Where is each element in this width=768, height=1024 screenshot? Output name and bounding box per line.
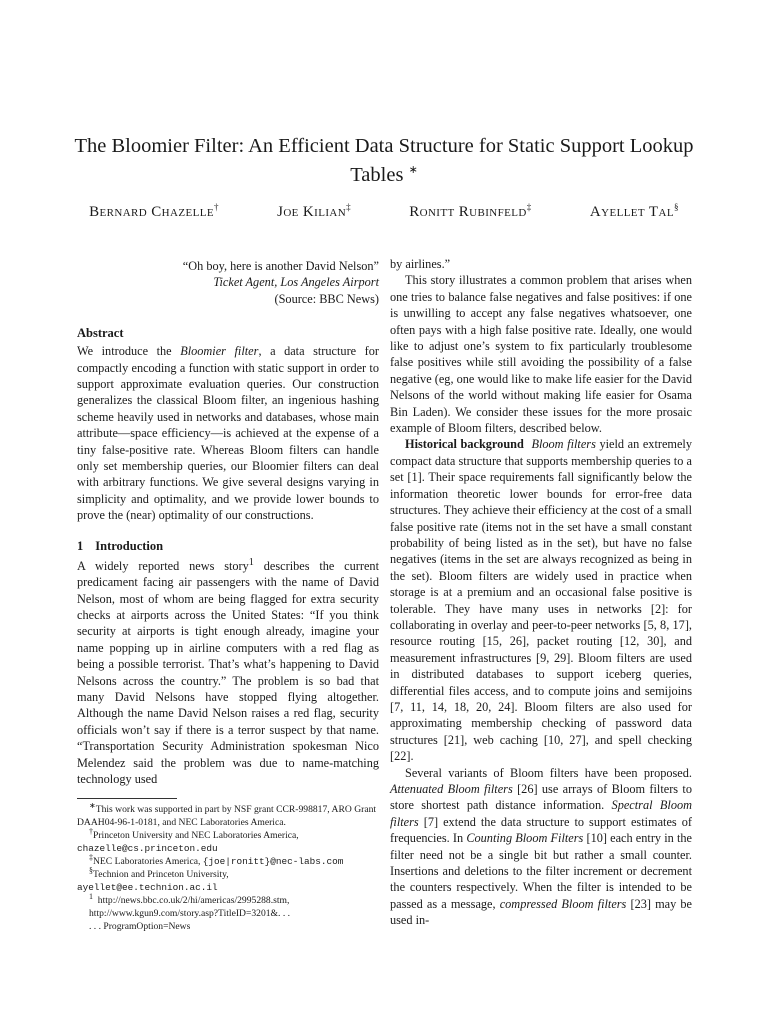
footnote-rule (77, 798, 177, 799)
variant-term: Counting Bloom Filters (466, 831, 584, 846)
author-name: Joe Kilian (277, 204, 347, 220)
author-name: Ronitt Rubinfeld (409, 204, 527, 220)
right-column (390, 256, 692, 929)
footnote-text: . . . ProgramOption=News (89, 921, 191, 932)
footnote (77, 800, 379, 829)
footnote (77, 852, 379, 868)
variants-text: [7] extend the data structure to support estimates of frequencies. In (390, 814, 692, 846)
footnote-text: NEC Laboratories America, (93, 856, 203, 867)
footnote (77, 865, 379, 881)
footnote-link[interactable]: http://news.bbc.co.uk/2/hi/americas/2995288.stm, (97, 895, 290, 906)
intro-paragraph: This story illustrates a common problem that arises when one tries to balance false negatives and false positives: if one is unwilling to accept any false negatives whatsoever, one often pays with a high false positive rate. Ideally, one would like to adjust one’s system to fix particularly troublesome false positives while still avoiding the possibility of a false negative (eg, one would like to make life easier for the David Nelsons of the world without making life easier for Osama Bin Laden). We consider these issues for the more prosaic example of Bloom filters, described below. (390, 273, 692, 436)
author-name: Ayellet Tal (589, 204, 674, 220)
intro-text: describes the current predicament facing air passengers with the name of David Nelson, most of whom are being flagged for extra security checks at airports across the United States: “If you think security at airports is tight enough already, imagine your name popping up in airline computers with a red flag as being a possible terrorist. That’s what’s happening to David Nelsons across the country.” The problem is so bad that many David Nelsons have stopped flying altogether. Although the name David Nelson raises a red flag, security officials won’t say if there is a terror suspect by that name. “Transportation Security Administration spokesman Nico Melendez said the problem was due to name-matching technology used (77, 558, 379, 786)
footnote (77, 826, 379, 842)
paragraph-heading: Historical background (405, 437, 524, 452)
author (89, 204, 219, 221)
section-number: 1 (77, 538, 84, 553)
footnote-text: This work was supported in part by NSF grant CCR-998817, ARO Grant DAAH04-96-1-0181, and NEC Laboratories America. (77, 804, 377, 828)
variant-term: Spectral Bloom filters (390, 798, 692, 829)
abstract-body (77, 343, 379, 523)
author-mark: § (673, 202, 679, 212)
title-footnote-mark: ∗ (408, 164, 418, 177)
footnote-text: Princeton University and NEC Laboratories America, (93, 830, 299, 841)
variants-paragraph (390, 765, 692, 929)
footnote-link[interactable]: http://www.kgun9.com/story.asp?TitleID=3201&. . . (89, 908, 291, 919)
footnote-email: ayellet@ee.technion.ac.il (77, 882, 218, 893)
footnote-text: Technion and Princeton University, (93, 869, 229, 880)
footnote-mark: ∗ (89, 800, 96, 810)
abstract-text: , a data structure for compactly encoding a function with static support in order to support approximate evaluation queries. Our construction generalizes the classical Bloom filter, an ingenious hashing scheme heavily used in networks and databases, whose main attribute—space efficiency—is achieved at the expense of a tiny false-positive rate. Whereas Bloom filters can handle only set membership queries, our Bloomier filters can deal with arbitrary functions. We give several designs varying in simplicity and optimality, and we provide lower bounds to prove the (near) optimality of our constructions. (77, 344, 380, 523)
author-mark: † (213, 202, 219, 212)
abstract-text: We introduce the (77, 344, 181, 359)
variant-term: compressed Bloom filters (499, 896, 627, 911)
section-title: Introduction (95, 538, 164, 553)
variant-term: Attenuated Bloom filters (390, 782, 513, 796)
author-list (60, 204, 708, 221)
abstract-term: Bloomier filter (180, 344, 259, 359)
footnote-mark: ‡ (89, 852, 93, 862)
historical-term: Bloom filters (531, 437, 596, 452)
intro-continuation: by airlines.” (390, 257, 451, 271)
epigraph (77, 258, 379, 307)
abstract-heading: Abstract (77, 326, 124, 341)
variants-text: [10] each entry in the filter need not be a single bit but rather a small counter. Insertions and deletions to the filter increment or decrement the counters respectively. When the filter is intended to be passed as a message, (390, 831, 692, 911)
paper-title (60, 132, 708, 190)
footnote-ref: 1 (248, 556, 254, 568)
author-mark: ‡ (526, 202, 532, 212)
footnote-email: chazelle@cs.princeton.edu (77, 843, 218, 854)
intro-paragraph (77, 558, 379, 788)
epigraph-cite: (Source: BBC News) (274, 291, 379, 306)
title-text: The Bloomier Filter: An Efficient Data Structure for Static Support Lookup Tables (74, 135, 694, 186)
left-column (77, 256, 379, 787)
historical-paragraph (390, 436, 692, 764)
footnote-mark: 1 (89, 891, 93, 901)
variants-text: [23] may be used in- (390, 896, 692, 928)
footnote-mark: § (89, 865, 93, 875)
variants-text: [26] use arrays of Bloom filters to store shortest path distance information. (390, 782, 692, 813)
intro-text: A widely reported news story (77, 558, 249, 573)
epigraph-source: Ticket Agent, Los Angeles Airport (213, 275, 379, 290)
footnote-email: {joe|ronitt}@nec-labs.com (202, 856, 344, 867)
author (409, 204, 531, 221)
author (590, 204, 679, 221)
author (277, 204, 351, 221)
footnote (77, 907, 379, 920)
epigraph-quote: “Oh boy, here is another David Nelson” (182, 259, 379, 273)
footnotes (77, 798, 379, 933)
author-mark: ‡ (346, 202, 352, 212)
author-name: Bernard Chazelle (89, 204, 214, 220)
historical-text: yield an extremely compact data structure that supports membership queries to a set [1]. Their space requirements fall significantly below the information theoretic lower bounds for error-free data structures. They achieve their efficiency at the cost of a small false positive rate (items not in the set have a small constant probability of being listed as in the set), but have no false negatives (items in the set are always recognized as being in the set). Bloom filters are widely used in practice when storage is at a premium and an occasional false positive is tolerable. They have many uses in networks [2]: for collaborating in overlay and peer-to-peer networks [5, 8, 17], resource routing [15, 26], packet routing [12, 30], and measurement infrastructures [9, 29]. Bloom filters are used in distributed databases to support iceberg queries, differential files access, and to compute joins and semijoins [7, 11, 14, 18, 20, 24]. Bloom filters are also used for approximating membership checking of password data structures [21], web caching [10, 27], and spell checking [22]. (390, 437, 693, 764)
footnote-mark: † (89, 826, 93, 836)
variants-text: Several variants of Bloom filters have been proposed. (405, 765, 692, 780)
footnote (77, 920, 379, 933)
section-heading (77, 538, 379, 554)
footnote (77, 891, 379, 907)
